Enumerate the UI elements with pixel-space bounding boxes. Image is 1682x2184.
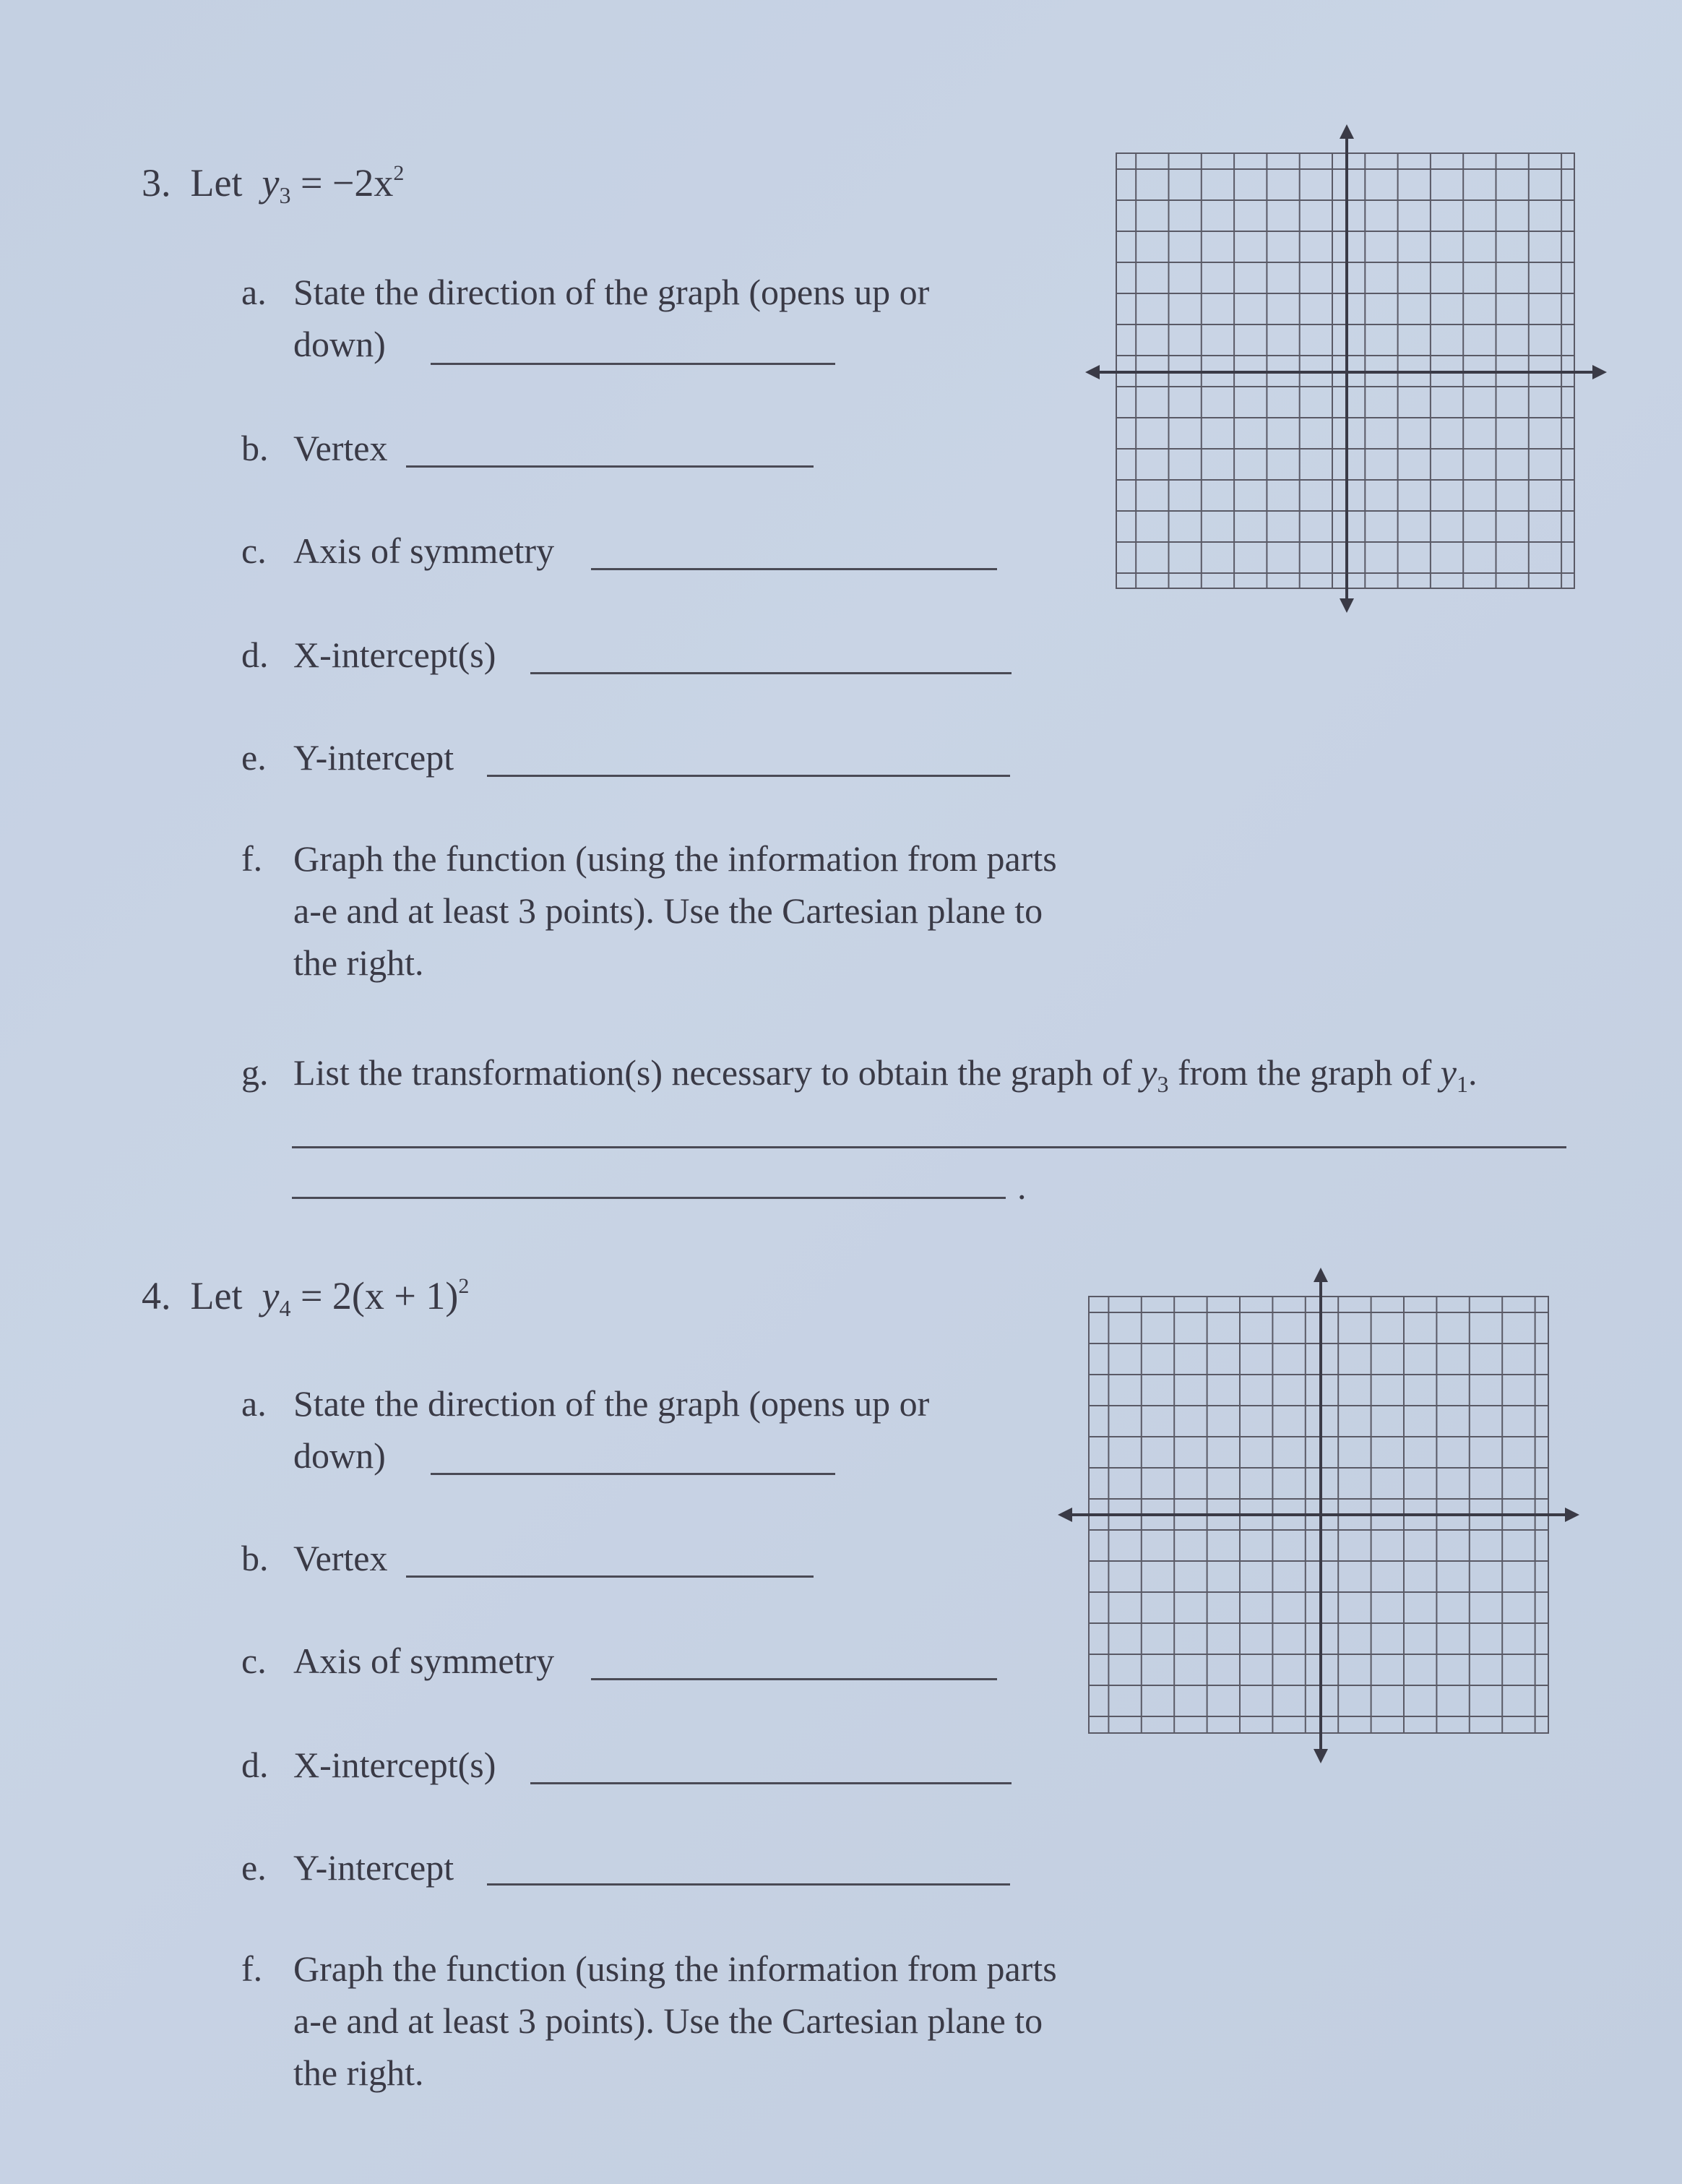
q3-d-letter: d.: [241, 635, 269, 675]
q3-g-var1-sub: 3: [1157, 1071, 1169, 1097]
q3-g-answer-line-1[interactable]: [292, 1146, 1566, 1148]
q3-let: Let: [190, 161, 243, 205]
q4-part-f: [241, 1943, 1057, 1995]
q3-equation: = −2x: [300, 161, 394, 205]
q4-c-text: Axis of symmetry: [293, 1641, 555, 1681]
q3-a-letter: a.: [241, 272, 267, 312]
q3-part-c: [241, 525, 555, 577]
q3-cartesian-plane[interactable]: [1084, 123, 1611, 614]
q3-b-text: Vertex: [293, 428, 388, 468]
q3-axes: [1091, 130, 1598, 607]
q4-cartesian-plane[interactable]: [1056, 1266, 1584, 1765]
q4-c-answer-line[interactable]: [591, 1678, 997, 1680]
q3-g-var1: y: [1141, 1052, 1157, 1093]
q3-g-letter: g.: [241, 1052, 269, 1093]
q4-let: Let: [190, 1274, 243, 1317]
q4-b-text: Vertex: [293, 1538, 388, 1578]
q3-g-text-mid: from the graph of: [1177, 1052, 1432, 1093]
q3-yvar: y: [262, 161, 280, 205]
q3-f-line1: Graph the function (using the information from parts: [293, 838, 1057, 879]
q4-a-letter: a.: [241, 1383, 267, 1424]
q4-ysub: 4: [279, 1295, 291, 1321]
q4-a-line2: down): [293, 1435, 386, 1476]
q4-d-text: X-intercept(s): [293, 1745, 496, 1785]
q4-f-line1: Graph the function (using the information from parts: [293, 1948, 1057, 1989]
q3-g-text-before: List the transformation(s) necessary to obtain the graph of: [293, 1052, 1132, 1093]
q3-eq-sup: 2: [393, 161, 405, 185]
q4-number: 4.: [142, 1274, 171, 1317]
q4-b-answer-line[interactable]: [406, 1575, 814, 1578]
q3-g-var2: y: [1440, 1052, 1457, 1093]
q3-e-answer-line[interactable]: [487, 775, 1010, 777]
q3-e-text: Y-intercept: [293, 737, 454, 778]
q4-e-letter: e.: [241, 1847, 267, 1888]
q3-a-answer-line[interactable]: [431, 363, 835, 365]
q3-header: [142, 160, 404, 209]
q4-e-text: Y-intercept: [293, 1847, 454, 1888]
q4-yvar: y: [262, 1274, 280, 1317]
q4-f-line3: the right.: [293, 2052, 424, 2093]
q3-part-a: [241, 266, 930, 318]
q4-f-letter: f.: [241, 1948, 263, 1989]
q3-ysub: 3: [279, 182, 291, 208]
q4-part-b: [241, 1532, 388, 1584]
q3-part-e: [241, 731, 454, 783]
q3-part-f: [241, 833, 1057, 885]
q3-e-letter: e.: [241, 737, 267, 778]
q3-part-b: [241, 422, 388, 474]
q3-f-line2: a-e and at least 3 points). Use the Cartesian plane to: [293, 890, 1043, 931]
q3-f-letter: f.: [241, 838, 263, 879]
q3-c-letter: c.: [241, 530, 267, 571]
q3-number: 3.: [142, 161, 171, 205]
q3-g-var2-sub: 1: [1456, 1071, 1468, 1097]
q4-eq-sup: 2: [458, 1274, 470, 1298]
q4-e-answer-line[interactable]: [487, 1883, 1010, 1886]
q3-part-d: [241, 629, 496, 681]
q4-c-letter: c.: [241, 1641, 267, 1681]
q3-c-text: Axis of symmetry: [293, 530, 555, 571]
q4-header: [142, 1273, 469, 1322]
q3-b-answer-line[interactable]: [406, 465, 814, 468]
q3-d-text: X-intercept(s): [293, 635, 496, 675]
q4-d-answer-line[interactable]: [530, 1782, 1012, 1784]
q4-part-d: [241, 1739, 496, 1791]
q3-d-answer-line[interactable]: [530, 672, 1012, 674]
q3-a-line1: State the direction of the graph (opens up or: [293, 272, 930, 312]
q4-a-line1: State the direction of the graph (opens up or: [293, 1383, 930, 1424]
q4-part-c: [241, 1635, 555, 1687]
q3-g-answer-line-2[interactable]: [292, 1197, 1006, 1199]
q3-part-g: [241, 1046, 1478, 1099]
q4-equation: = 2(x + 1): [300, 1274, 459, 1317]
q3-b-letter: b.: [241, 428, 269, 468]
q4-d-letter: d.: [241, 1745, 269, 1785]
q3-a-line2: down): [293, 324, 386, 364]
q3-f-line3: the right.: [293, 942, 424, 983]
q4-part-e: [241, 1841, 454, 1893]
q4-b-letter: b.: [241, 1538, 269, 1578]
q4-part-a: [241, 1377, 930, 1430]
q4-a-answer-line[interactable]: [431, 1473, 835, 1475]
q4-f-line2: a-e and at least 3 points). Use the Cartesian plane to: [293, 2000, 1043, 2041]
q3-g-end-mark: .: [1467, 1052, 1478, 1093]
q3-g-line-end-mark: .: [1017, 1166, 1027, 1207]
q3-c-answer-line[interactable]: [591, 568, 997, 570]
